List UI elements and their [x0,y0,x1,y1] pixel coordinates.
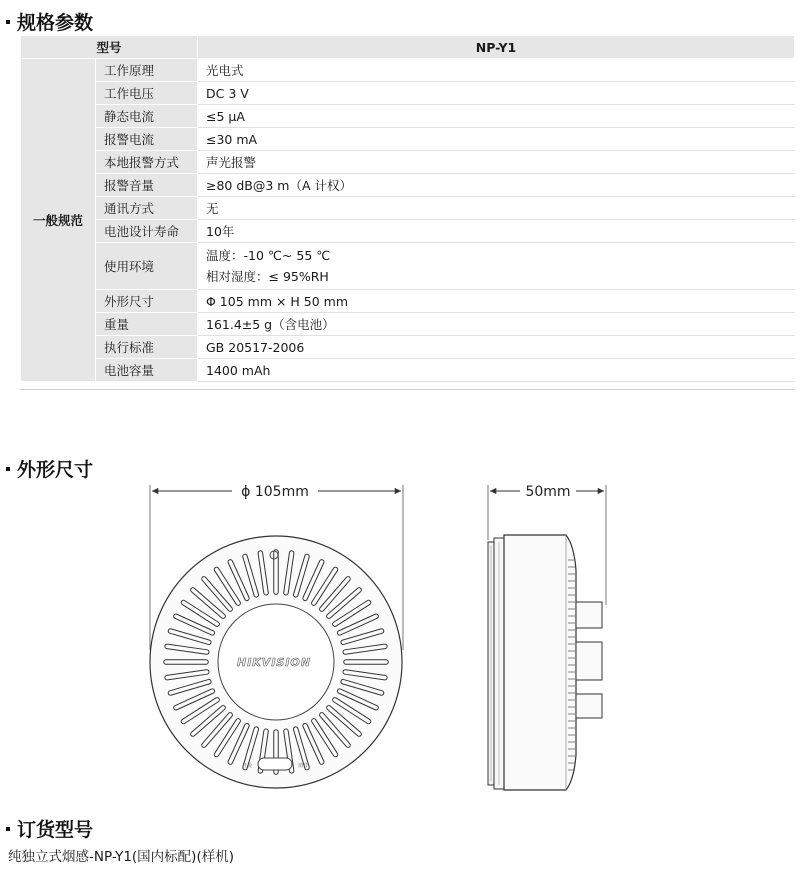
chamber-step [576,642,602,680]
row-value: 161.4±5 g（含电池） [198,313,795,336]
specs-section-title [6,8,93,35]
row-key: 报警音量 [96,174,198,197]
table-row [21,59,795,82]
row-key: 执行标准 [96,336,198,359]
diameter-label: ϕ 105mm [241,484,309,500]
button-left-label: 自检 [241,763,253,769]
row-key: 使用环境 [96,243,198,290]
row-key: 报警电流 [96,128,198,151]
row-value: 光电式 [198,59,795,82]
row-key: 外形尺寸 [96,290,198,313]
table-row [21,359,795,382]
brand-logo: HIKVISION [236,656,312,669]
row-value: GB 20517-2006 [198,336,795,359]
row-key: 通讯方式 [96,197,198,220]
table-row [21,174,795,197]
row-value: 1400 mAh [198,359,795,382]
table-row [21,243,795,290]
row-key: 电池容量 [96,359,198,382]
row-value: ≥80 dB@3 m（A 计权） [198,174,795,197]
table-bottom-rule [20,389,795,390]
row-value-line1: 温度：-10 ℃~ 55 ℃ [206,248,331,263]
table-row [21,151,795,174]
row-key: 工作电压 [96,82,198,105]
order-title-text: 订货型号 [17,819,94,841]
table-row [21,290,795,313]
row-value: 声光报警 [198,151,795,174]
detector-body-side [504,535,576,790]
front-view [150,480,403,788]
row-value: 10年 [198,220,795,243]
dimensions-title-text: 外形尺寸 [17,459,94,481]
chamber-step [576,602,602,628]
header-model: NP-Y1 [198,36,795,59]
side-view [488,482,606,790]
row-key: 本地报警方式 [96,151,198,174]
spec-table [20,35,795,382]
row-value-line2: 相对湿度：≤ 95%RH [206,269,329,284]
button-right-label: 消音 [297,763,309,769]
table-row [21,197,795,220]
bullet-icon [6,827,10,831]
row-value: 无 [198,197,795,220]
row-key: 静态电流 [96,105,198,128]
row-value: Φ 105 mm × H 50 mm [198,290,795,313]
table-row [21,82,795,105]
table-row [21,105,795,128]
category-cell: 一般规范 [21,59,96,382]
order-model-text: 纯独立式烟感-NP-Y1(国内标配)(样机) [8,849,234,865]
table-row [21,336,795,359]
order-section-title [6,815,93,842]
row-value: DC 3 V [198,82,795,105]
specs-title-text: 规格参数 [17,12,94,34]
row-value: ≤30 mA [198,128,795,151]
table-row [21,313,795,336]
chamber-step [576,694,602,718]
row-key: 重量 [96,313,198,336]
dimension-drawing [0,470,800,810]
bullet-icon [6,20,10,24]
row-key: 电池设计寿命 [96,220,198,243]
table-header-row [21,36,795,59]
table-row [21,128,795,151]
row-key: 工作原理 [96,59,198,82]
row-value: ≤5 μA [198,105,795,128]
header-label: 型号 [21,36,198,59]
height-label: 50mm [525,484,571,500]
table-row [21,220,795,243]
test-button [258,758,292,770]
row-value [198,243,795,290]
